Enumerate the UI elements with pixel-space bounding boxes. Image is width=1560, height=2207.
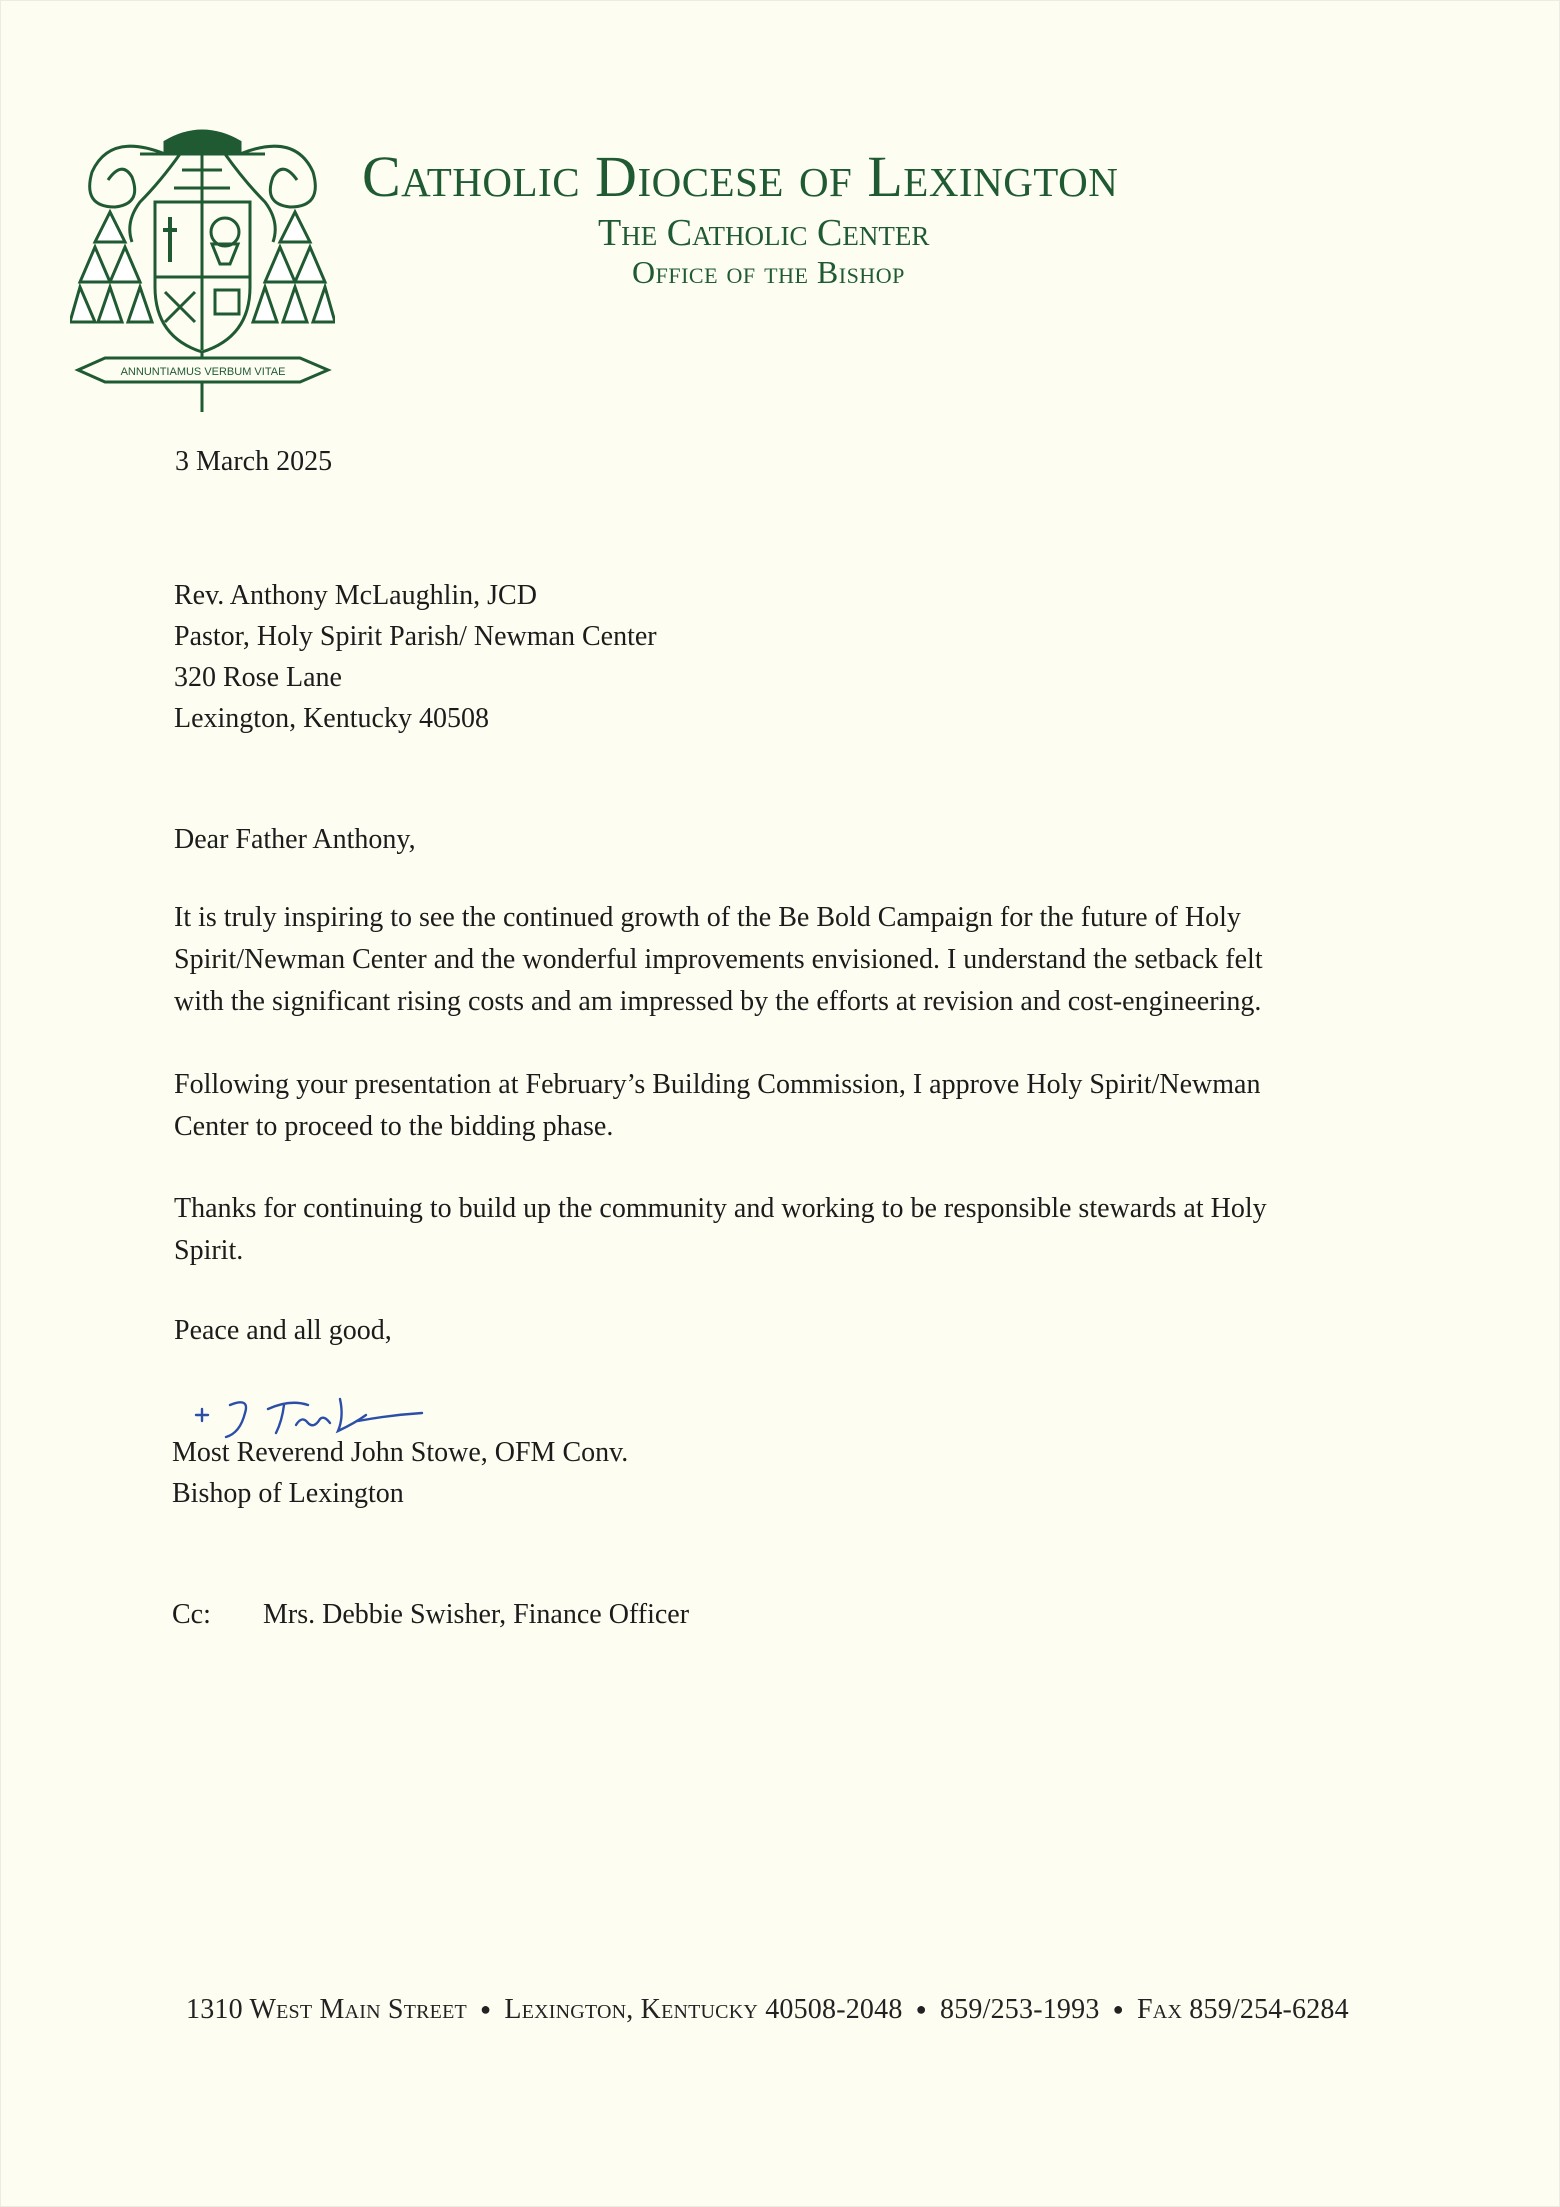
letterhead-organization: Catholic Diocese of Lexington [362, 144, 1119, 209]
recipient-line: 320 Rose Lane [174, 662, 342, 693]
recipient-address [174, 575, 657, 739]
body-paragraph-1 [174, 897, 1263, 1023]
footer-fax: Fax 859/254-6284 [1137, 1994, 1349, 2025]
letterhead-footer [186, 1994, 1349, 2026]
salutation: Dear Father Anthony, [174, 824, 416, 855]
body-paragraph-2 [174, 1064, 1260, 1148]
signatory-name: Most Reverend John Stowe, OFM Conv. [172, 1437, 629, 1468]
letterhead-office: Office of the Bishop [632, 254, 905, 290]
footer-separator-icon: ● [1112, 1999, 1124, 2019]
diocese-crest-logo [70, 112, 335, 412]
paragraph-line: Center to proceed to the bidding phase. [174, 1111, 614, 1142]
paragraph-line: Spirit/Newman Center and the wonderful improvements envisioned. I understand the setback felt [174, 944, 1263, 975]
closing: Peace and all good, [174, 1315, 392, 1346]
footer-phone: 859/253-1993 [940, 1994, 1100, 2025]
signatory-title: Bishop of Lexington [172, 1478, 404, 1509]
cc-recipient: Mrs. Debbie Swisher, Finance Officer [263, 1599, 690, 1630]
footer-street: 1310 West Main Street [186, 1994, 467, 2025]
paragraph-line: Thanks for continuing to build up the community and working to be responsible stewards at Holy [174, 1193, 1267, 1224]
paragraph-line: with the significant rising costs and am impressed by the efforts at revision and cost-engineering. [174, 986, 1262, 1017]
letter-date: 3 March 2025 [175, 446, 333, 477]
recipient-line: Rev. Anthony McLaughlin, JCD [174, 580, 537, 611]
paragraph-line: Following your presentation at February’s Building Commission, I approve Holy Spirit/Newman [174, 1069, 1261, 1100]
recipient-line: Pastor, Holy Spirit Parish/ Newman Center [174, 621, 657, 652]
paragraph-line: It is truly inspiring to see the continued growth of the Be Bold Campaign for the future of Holy [174, 902, 1241, 933]
paragraph-line: Spirit. [174, 1235, 244, 1266]
crest-motto-text: ANNUNTIAMUS VERBUM VITAE [120, 366, 286, 378]
recipient-line: Lexington, Kentucky 40508 [174, 703, 489, 734]
body-paragraph-3 [174, 1188, 1267, 1272]
letterhead-center: The Catholic Center [598, 212, 930, 254]
footer-city: Lexington, Kentucky 40508-2048 [504, 1994, 903, 2025]
footer-separator-icon: ● [480, 1999, 492, 2019]
cc-label: Cc: [172, 1599, 211, 1630]
footer-separator-icon: ● [915, 1999, 927, 2019]
